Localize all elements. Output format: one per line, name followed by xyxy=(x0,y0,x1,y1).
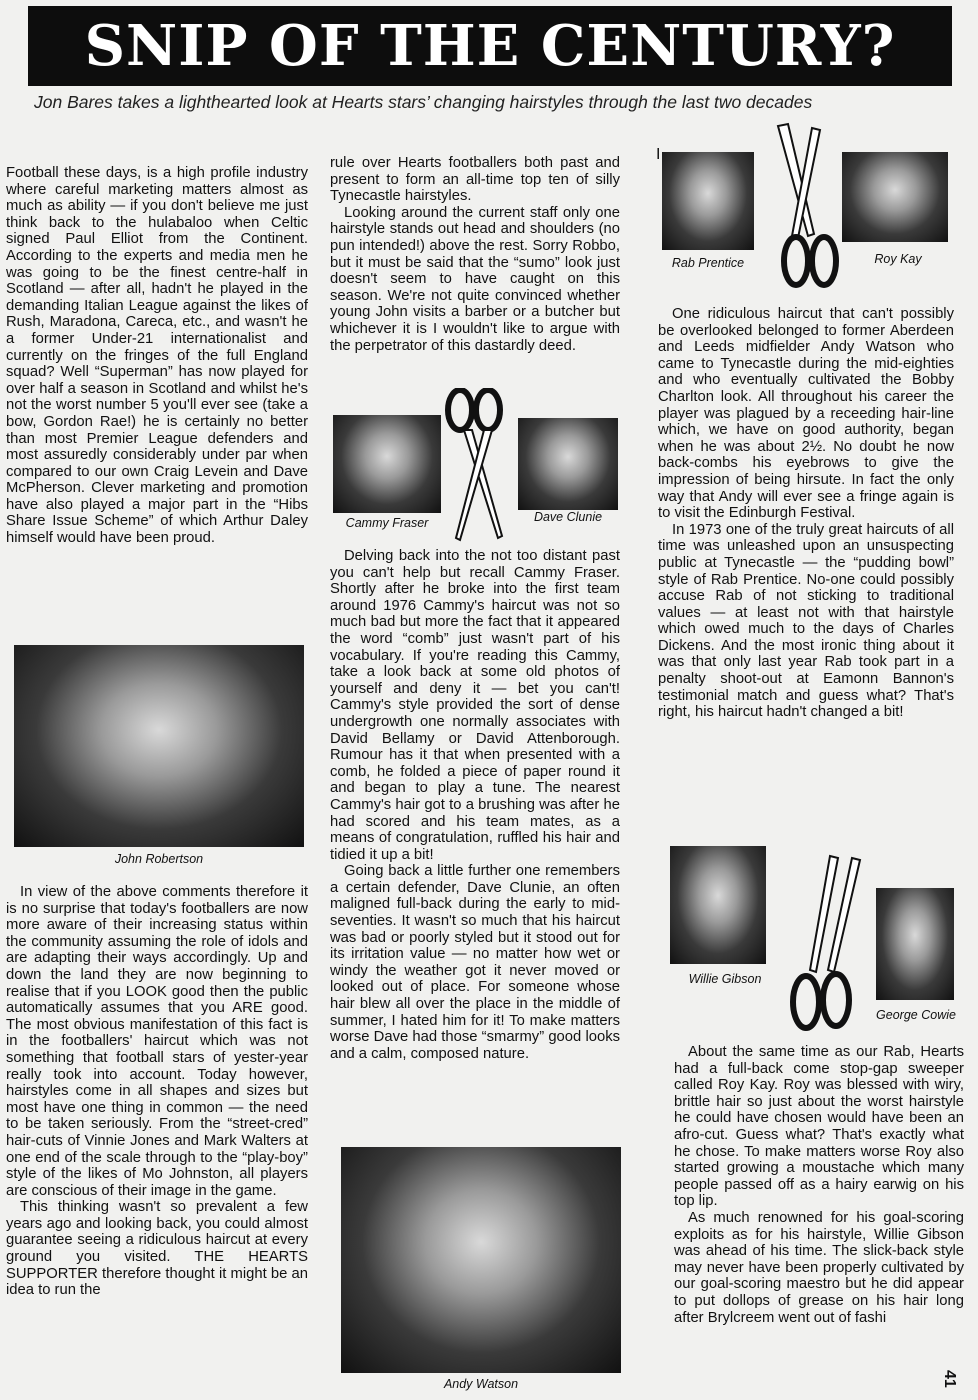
photo-dave-clunie xyxy=(518,418,618,510)
photo-cammy-fraser xyxy=(333,415,441,513)
article-subtitle: Jon Bares takes a lighthearted look at Hearts stars’ changing hairstyles through the last two decades xyxy=(34,92,813,112)
col1-paragraph-3: This thinking wasn't so prevalent a few years ago and looking back, you could almost guarantee seeing a ridiculous haircut at every ground you visited. THE HEARTS SUPPORTER therefore thought it might be an idea to run the xyxy=(6,1199,308,1299)
col3-paragraph-1: One ridiculous haircut that can't possibly be overlooked belonged to former Aberdeen and Leeds midfielder Andy Watson who came to Tynecastle during the mid-eighties and who eventually cultivated the Bobby Charlton look. All throughout his career the player was plagued by a receeding hair-line which, we have on good authority, began when he was about 2½. No doubt he now back-combs his eyebrows to give the impression of being hirsute. In fact the only way that Andy will ever see a fringe again is to visit the Edinburgh Festival. xyxy=(658,306,954,522)
photo-roy-kay xyxy=(842,152,948,242)
article-title: SNIP OF THE CENTURY? xyxy=(84,13,896,79)
scissors-icon xyxy=(438,388,518,548)
photo-john-robertson xyxy=(14,645,304,847)
scissors-icon xyxy=(770,850,870,1040)
col2-paragraph-4: Going back a little further one remembers a certain defender, Dave Clunie, an often maligned full-back during the early to mid-seventies. It wasn't so much that his haircut was bad or poorly styled but it stood out for its irritation value — no matter how wet or windy the weather got it never moved or looked out of place. For someone whose hair blew all over the place in the middle of summer, I hated him for it! To make matters worse Dave had those “smarmy” good looks and a calm, composed nature. xyxy=(330,863,620,1062)
caption-willie-gibson: Willie Gibson xyxy=(688,972,762,986)
caption-rab-prentice: Rab Prentice xyxy=(671,256,745,270)
column-1-bottom xyxy=(6,884,308,1299)
caption-roy-kay: Roy Kay xyxy=(874,252,922,266)
column-2-top xyxy=(330,155,620,354)
column-1-top xyxy=(6,165,308,547)
col3-paragraph-2: In 1973 one of the truly great haircuts of all time was unleashed upon an unsuspecting public at Tynecastle — the “pudding bowl” style of Rab Prentice. No-one could possibly accuse Rab of not sticking to traditional values — at least not with that hairstyle which owed much to the days of Charles Dickens. And the most ironic thing about it was that only last year Rab took part in a penalty shoot-out at Eamonn Bannon's testimonial match and guess what? That's right, his haircut hadn't changed a bit! xyxy=(658,521,954,721)
col3-paragraph-4: As much renowned for his goal-scoring exploits as for his hairstyle, Willie Gibson was ahead of his time. The slick-back style may never have been properly cultivated by our goal-scoring maestro but he did appear to put dollops of grease on his hair long after Brylcreem went out of fashi xyxy=(674,1209,964,1326)
column-2-bottom xyxy=(330,548,620,1062)
column-marker: I xyxy=(656,146,661,163)
column-3-bottom xyxy=(674,1044,964,1326)
page-number: 41 xyxy=(941,1370,958,1388)
photo-george-cowie xyxy=(876,888,954,1000)
col3-paragraph-3: About the same time as our Rab, Hearts had a full-back come stop-gap sweeper called Roy Kay. Roy was blessed with wiry, brittle hair so just about the worst hairstyle he could have chosen would have been an afro-cut. Guess what? That's exactly what he chose. To make matters worse Roy also started growing a moustache which many people passed off as a hairy earwig on his top lip. xyxy=(674,1044,964,1210)
col1-paragraph-2: In view of the above comments therefore it is no surprise that today's footballers are now more aware of their increasing status within the community assuming the role of idols and are adapting their ways accordingly. Up and down the land they are now beginning to realise that if you LOOK good then the public automatically assumes that you ARE good. The most obvious manifestation of this fact is in the footballers' haircut which was not something that football stars of yester-year really took into account. Today however, hairstyles come in all shapes and sizes but most have one thing in common — the need to be taken seriously. From the “street-cred” hair-cuts of Vinnie Jones and Mark Walters at one end of the scale through to the “play-boy” style of the likes of Mo Johnston, all players are conscious of their image in the game. xyxy=(6,884,308,1199)
caption-cammy-fraser: Cammy Fraser xyxy=(345,516,429,530)
col2-paragraph-1: rule over Hearts footballers both past and present to form an all-time top ten of silly Tynecastle hairstyles. xyxy=(330,155,620,205)
photo-rab-prentice xyxy=(662,152,754,250)
photo-andy-watson xyxy=(341,1147,621,1373)
caption-dave-clunie: Dave Clunie xyxy=(533,510,603,524)
scissors-icon xyxy=(748,116,848,296)
col1-paragraph-1: Football these days, is a high profile industry where careful marketing matters almost as much as ability — if you don't believe me just think back to the hulabaloo when Celtic signed Paul Elliot from the Continent. According to the experts and media men he was going to be the finest centre-half in Scotland — after all, hadn't he played in the demanding Italian League against the likes of Rush, Maradona, Careca, etc., and wasn't he a former Under-21 internationalist and currently on the fringes of the full England squad? Well “Superman” has now played for over half a season in Scotland and whilst he's not the worst number 5 you'll ever see (take a bow, Gordon Rae!) he is certainly no better than most Premier League defenders and most assuredly considerably under par when compared to our own Craig Levein and Dave McPherson. Clever marketing and promotion have also played a major part in the “Hibs Share Issue Scheme” of which Arthur Daley himself would have been proud. xyxy=(6,165,308,547)
caption-john-robertson: John Robertson xyxy=(114,852,204,866)
column-3-top xyxy=(658,306,954,721)
col2-paragraph-3: Delving back into the not too distant past you can't help but recall Cammy Fraser. Shortly after he broke into the first team around 1976 Cammy's haircut was not so much bad but more the fact that it appeared the word “comb” just wasn't part of his vocabulary. If you're reading this Cammy, take a look back at some old photos of yourself and deny it — bet you can't! Cammy's style provided the sort of dense undergrowth one normally associates with David Bellamy or David Attenborough. Rumour has it that when presented with a comb, he folded a piece of paper round it and began to play a tune. The nearest Cammy's hair got to a brushing was after he had scored and his team mates, as a means of congratulation, ruffled his hair and tidied it up a bit! xyxy=(330,548,620,863)
col2-paragraph-2: Looking around the current staff only one hairstyle stands out head and shoulders (no pun intended!) above the rest. Sorry Robbo, but it must be said that the “sumo” look just doesn't seem to have caught on this season. We're not quite convinced whether young John visits a barber or a butcher but whichever it is I wouldn't like to argue with the perpetrator of this dastardly deed. xyxy=(330,204,620,354)
caption-andy-watson: Andy Watson xyxy=(443,1377,519,1391)
caption-george-cowie: George Cowie xyxy=(876,1008,956,1022)
photo-willie-gibson xyxy=(670,846,766,964)
title-banner xyxy=(28,6,952,86)
